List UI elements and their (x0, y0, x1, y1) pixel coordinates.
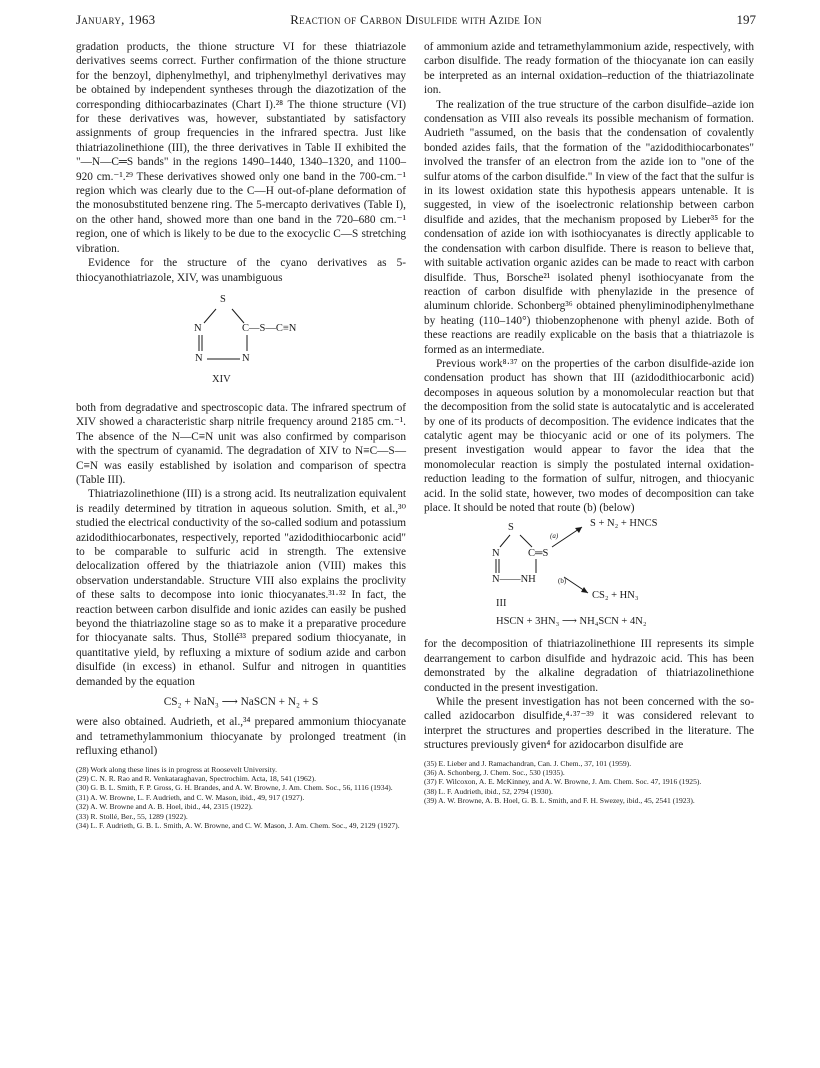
paragraph: The realization of the true structure of the carbon disulfide–azide ion condensation as VIII also reveals its possible mechanism of formation. Audrieth "assumed, on the basis that the condensation of covalently bonded azides fails, that the formation of the "azidodithiocarbonates" involved the transfer of an electron from the azide ion to "one of the sulfur atoms of the carbon disulfide." In view of the fact that the sulfur is in its lowest oxidation state this hypothesis appears untenable. It is suggested, in view of the isoelectronic relationship between carbon disulfide and azides, that the mechanism proposed by Lieber³⁵ for the condensation of azide ion with isothiocyanates is directly applicable to the condensation with carbon disulfide. There is reason to believe that, with suitable activation organic azides can be made to react with carbon disulfide. Thus, Borsche²¹ isolated phenyl isothiocyanate from the reaction of carbon disulfide with phenylazide in the presence of aluminum chloride. Schonberg³⁶ obtained phenyliminodiphenylmethane by heating (110–140°) thiobenzophenone with phenyl azide. Both of these reactions are readily explicable on the basis that a thiatriazole is formed as an intermediate. (424, 98, 754, 356)
structure-xiv (76, 289, 406, 395)
page-number: 197 (736, 12, 756, 27)
equation: CS₂ + NaN₃ ⟶ NaSCN + N₂ + S (163, 696, 319, 709)
footnote: (37) F. Wilcoxon, A. E. McKinney, and A. W. Browne, J. Am. Chem. Soc. 47, 1916 (1925). (424, 777, 702, 787)
footnote: (32) A. W. Browne and A. B. Hoel, ibid., 44, 2315 (1922). (76, 802, 253, 812)
footnote: (34) L. F. Audrieth, G. B. L. Smith, A. W. Browne, and C. W. Mason, J. Am. Chem. Soc., 49, 2129 (1927). (76, 821, 400, 831)
decomposition-scheme (424, 517, 754, 633)
ring-n-nh: N——NH (492, 574, 536, 586)
atom-s: S (508, 522, 514, 534)
product-b: CS₂ + HN₃ (592, 590, 639, 602)
footnote: (33) R. Stollé, Ber., 55, 1289 (1922). (76, 811, 188, 821)
footnotes (424, 759, 754, 806)
paragraph: for the decomposition of thiatriazolinethione III represents its simple dearrangement to carbon disulfide and hydrazoic acid. This has been demonstrated by the alkaline degradation of thiatriazolinethione conducted in the present investigation. (424, 638, 754, 694)
paragraph: Evidence for the structure of the cyano derivatives as 5-thiocyanothiatriazole, XIV, was unambiguous (76, 257, 406, 284)
footnote: (31) A. W. Browne, L. F. Audrieth, and C. W. Mason, ibid., 49, 917 (1927). (76, 792, 305, 802)
left-column (76, 40, 406, 831)
paragraph: Previous work⁸·³⁷ on the properties of the carbon disulfide-azide ion condensation product has shown that III (azidodithiocarbonic acid) decomposes in aqueous solution by a monomolecular reaction but that the decomposition from the solid state is autocatalytic and is accelerated by one of its products of decomposition. The evidence indicates that the catalytic agent may be thiocyanic acid or one of its polymers. The present investigation would appear to favor the idea that the monomolecular reaction is simply the postulated internal oxidation-reduction leading to the formation of sulfur, nitrogen, and thiocyanic acid. In the solid state, however, two modes of decomposition can take place. It should be noted that route (b) (below) (424, 357, 754, 514)
atom-n: N (492, 548, 500, 560)
thione-group: C═S (528, 548, 549, 560)
paragraph: gradation products, the thione structure VI for these thiatriazole derivatives seems correct. Further confirmation of the thione structure for the benzoyl, diphenylmethyl, and triphenylmethyl derivatives may be obtained by independent syntheses through the diazotization of the corresponding dithiocarbazinates (Chart I).²⁸ The thione structure (VI) for these derivatives was, however, substantiated by satisfactory assignments of group frequencies in the infrared spectra. Just like thiatriazolinethione (III), the three derivatives in Table II exhibited the "—N—C═S bands" in the regions 1490–1440, 1340–1320, and 1100–920 cm.⁻¹.²⁹ These derivatives showed only one band in the 700-cm.⁻¹ region which was clearly due to the C—H out-of-plane deformation of the monosubstituted benzene ring. The 5-mercapto derivatives (Table I), on the other hand, showed more than one band in the 720–680 cm.⁻¹ region, one of which is likely to be due to the exocyclic C—S stretching vibration. (76, 41, 406, 255)
header-title: Reaction of Carbon Disulfide with Azide Ion (290, 12, 542, 27)
product-a: S + N₂ + HNCS (590, 518, 658, 530)
right-column (424, 40, 754, 806)
atom-n: N (195, 352, 203, 364)
paragraph: both from degradative and spectroscopic data. The infrared spectrum of XIV showed a characteristic sharp nitrile frequency around 2185 cm.⁻¹. The absence of the N—C≡N unit was also confirmed by comparison with the spectrum of cyanamid. The degradation of XIV to N≡C—S—C≡N was easily established by isolation and comparison of spectra (Table III). (76, 401, 406, 486)
route-a-label: (a) (550, 532, 559, 541)
footnote: (29) C. N. R. Rao and R. Venkataraghavan, Spectrochim. Acta, 18, 541 (1962). (76, 774, 317, 784)
footnote: (30) G. B. L. Smith, F. P. Gross, G. H. Brandes, and A. W. Browne, J. Am. Chem. Soc., 56, 1116 (1934). (76, 783, 393, 793)
paragraph: While the present investigation has not been concerned with the so-called azidocarbon disulfide,⁴·³⁷⁻³⁹ it was considered relevant to interpret the structures and properties described in the literature. The structures previously given⁴ for azidocarbon disulfide are (424, 696, 754, 752)
compound-label: XIV (212, 373, 231, 385)
paragraph: were also obtained. Audrieth, et al.,³⁴ prepared ammonium thiocyanate and tetramethylammonium thiocyanate by prolonged treatment (in refluxing ethanol) (76, 716, 406, 758)
footnotes (76, 765, 406, 831)
footnote: (39) A. W. Browne, A. B. Hoel, G. B. L. Smith, and F. H. Swezey, ibid., 45, 2541 (1923). (424, 796, 695, 806)
footnote: (38) L. F. Audrieth, ibid., 52, 2794 (1930). (424, 786, 553, 796)
atom-s: S (220, 293, 226, 305)
atom-n: N (242, 352, 250, 364)
running-header (76, 12, 756, 30)
route-b-label: (b) (558, 577, 567, 586)
header-date: January, 1963 (76, 12, 156, 27)
footnote: (36) A. Schonberg, J. Chem. Soc., 530 (1935). (424, 768, 565, 778)
thiocyano-chain: C—S—C≡N (242, 322, 297, 334)
scheme-equation: HSCN + 3HN₃ ⟶ NH₄SCN + 4N₂ (496, 616, 647, 628)
compound-label: III (496, 598, 507, 610)
footnote: (28) Work along these lines is in progress at Roosevelt University. (76, 764, 278, 774)
atom-n: N (194, 322, 202, 334)
footnote: (35) E. Lieber and J. Ramachandran, Can. J. Chem., 37, 101 (1959). (424, 758, 632, 768)
structure-xiv-bonds (76, 289, 406, 395)
paragraph: of ammonium azide and tetramethylammonium azide, respectively, with carbon disulfide. The ready formation of the thiocyanate ion can easily be interpreted as an internal oxidation–reduction of the thiatriazolinate ion. (424, 41, 754, 97)
paragraph: Thiatriazolinethione (III) is a strong acid. Its neutralization equivalent is readily determined by titration in aqueous solution. Smith, et al.,³⁰ studied the electrical conductivity of the so-called sodium and potassium azidodithiocarbonates, respectively, reported "azidodithiocarbonic acid" to be comparable to sulfuric acid in strength. The extensive delocalization offered by the thiatriazole anion (VIII) makes this observation understandable. Structure VIII also explains the proclivity of these salts to decompose into ionic thiocyanates.³¹·³² In fact, the reaction between carbon disulfide and ionic azides can easily be pushed beyond the thiatriazoline stage so as to make it a preparative procedure for thiocyanate salts. Thus, Stollé³³ prepared sodium thiocyanate, in quantitative yield, by refluxing a mixture of sodium azide and carbon disulfide (in excess) in ethanol. Sulfur and nitrogen in quantities demanded by the equation (76, 488, 406, 688)
